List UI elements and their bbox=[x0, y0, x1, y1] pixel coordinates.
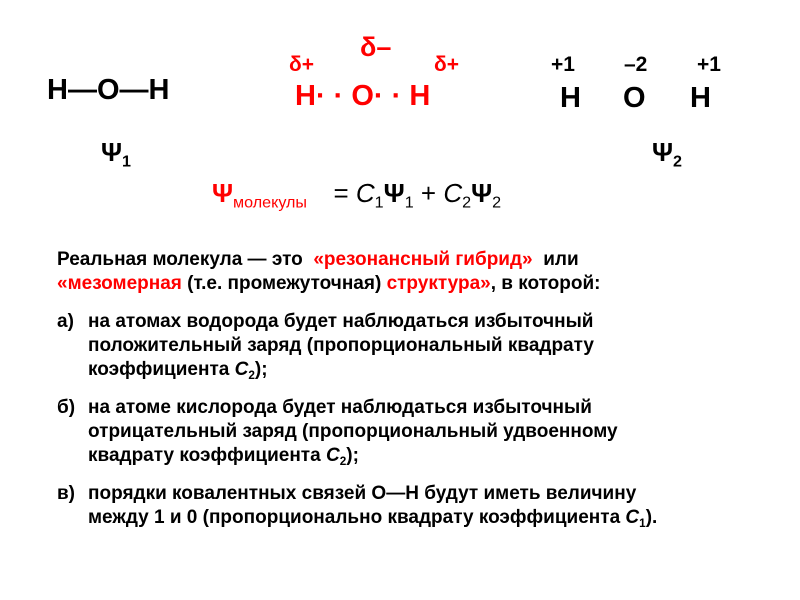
eq-psi-symbol: Ψ bbox=[212, 178, 234, 208]
intro-part-7: , в которой: bbox=[490, 273, 601, 294]
item-a-end: ); bbox=[254, 359, 268, 380]
item-v-line1: порядки ковалентных связей O—H будут иметь величину bbox=[88, 483, 637, 504]
delta-minus: δ– bbox=[360, 32, 392, 62]
charge-h-right: +1 bbox=[697, 53, 721, 76]
item-v-marker: в) bbox=[57, 483, 76, 504]
term-structure: структура» bbox=[386, 273, 491, 294]
atom-o: O bbox=[623, 82, 646, 114]
intro-paragraph bbox=[57, 248, 777, 296]
intro-part-3: или bbox=[543, 249, 579, 270]
eq-c2: C bbox=[443, 178, 463, 208]
formula-dot-structure: H· · O· · H bbox=[295, 80, 431, 112]
eq-psi2-index: 2 bbox=[492, 193, 502, 212]
psi1-symbol: Ψ bbox=[101, 137, 123, 167]
list-item-a bbox=[57, 310, 777, 382]
atom-h-right: H bbox=[690, 82, 711, 114]
psi2-label bbox=[652, 137, 683, 171]
eq-equals: = bbox=[333, 178, 349, 208]
item-b-marker: б) bbox=[57, 397, 76, 418]
charge-o: –2 bbox=[624, 53, 648, 76]
list-item-b bbox=[57, 396, 777, 468]
psi2-symbol: Ψ bbox=[652, 137, 674, 167]
item-v-line2: между 1 и 0 (пропорционально квадрату коэффициента bbox=[88, 507, 621, 528]
eq-c1-index: 1 bbox=[374, 193, 384, 212]
item-b-end: ); bbox=[346, 445, 359, 466]
item-a-line1: на атомах водорода будет наблюдаться избыточный bbox=[88, 311, 594, 332]
term-resonance-hybrid: «резонансный гибрид» bbox=[313, 249, 533, 270]
item-b-line1: на атоме кислорода будет наблюдаться избыточный bbox=[88, 397, 592, 418]
eq-psi-molecule bbox=[212, 178, 307, 212]
item-a-marker: а) bbox=[57, 311, 74, 332]
intro-part-5: (т.е. промежуточная) bbox=[187, 273, 382, 294]
item-b-coef-index: 2 bbox=[339, 455, 347, 469]
eq-psi-subscript: молекулы bbox=[233, 193, 307, 212]
atom-h-left: H bbox=[560, 82, 581, 114]
charge-h-left: +1 bbox=[551, 53, 575, 76]
eq-plus: + bbox=[420, 178, 437, 208]
delta-plus-right: δ+ bbox=[434, 53, 459, 76]
eq-c1: C bbox=[355, 178, 375, 208]
psi1-label bbox=[101, 137, 132, 171]
delta-plus-left: δ+ bbox=[289, 53, 314, 76]
item-a-line2: положительный заряд (пропорциональный квадрату bbox=[88, 335, 594, 356]
item-b-line2: отрицательный заряд (пропорциональный удвоенному bbox=[88, 421, 618, 442]
item-a-coef: C bbox=[234, 359, 249, 380]
psi2-index: 2 bbox=[673, 152, 683, 171]
formula-hoh: H—O—H bbox=[47, 74, 170, 106]
item-v-end: ). bbox=[645, 507, 658, 528]
item-a-coef-index: 2 bbox=[248, 369, 255, 383]
term-mesomeric: «мезомерная bbox=[57, 273, 182, 294]
item-a-line3: коэффициента bbox=[88, 359, 230, 380]
eq-psi2: Ψ bbox=[471, 178, 493, 208]
eq-psi1: Ψ bbox=[383, 178, 405, 208]
item-b-coef: C bbox=[325, 445, 340, 466]
item-v-coef-index: 1 bbox=[639, 517, 646, 531]
explanation-text bbox=[57, 248, 777, 544]
list-item-v bbox=[57, 482, 777, 530]
intro-part-1: Реальная молекула — это bbox=[57, 249, 303, 270]
eq-psi1-index: 1 bbox=[404, 193, 414, 212]
item-b-line3: квадрату коэффициента bbox=[88, 445, 321, 466]
eq-c2-index: 2 bbox=[462, 193, 472, 212]
item-v-coef: C bbox=[625, 507, 640, 528]
psi1-index: 1 bbox=[122, 152, 132, 171]
wavefunction-equation bbox=[212, 178, 502, 212]
